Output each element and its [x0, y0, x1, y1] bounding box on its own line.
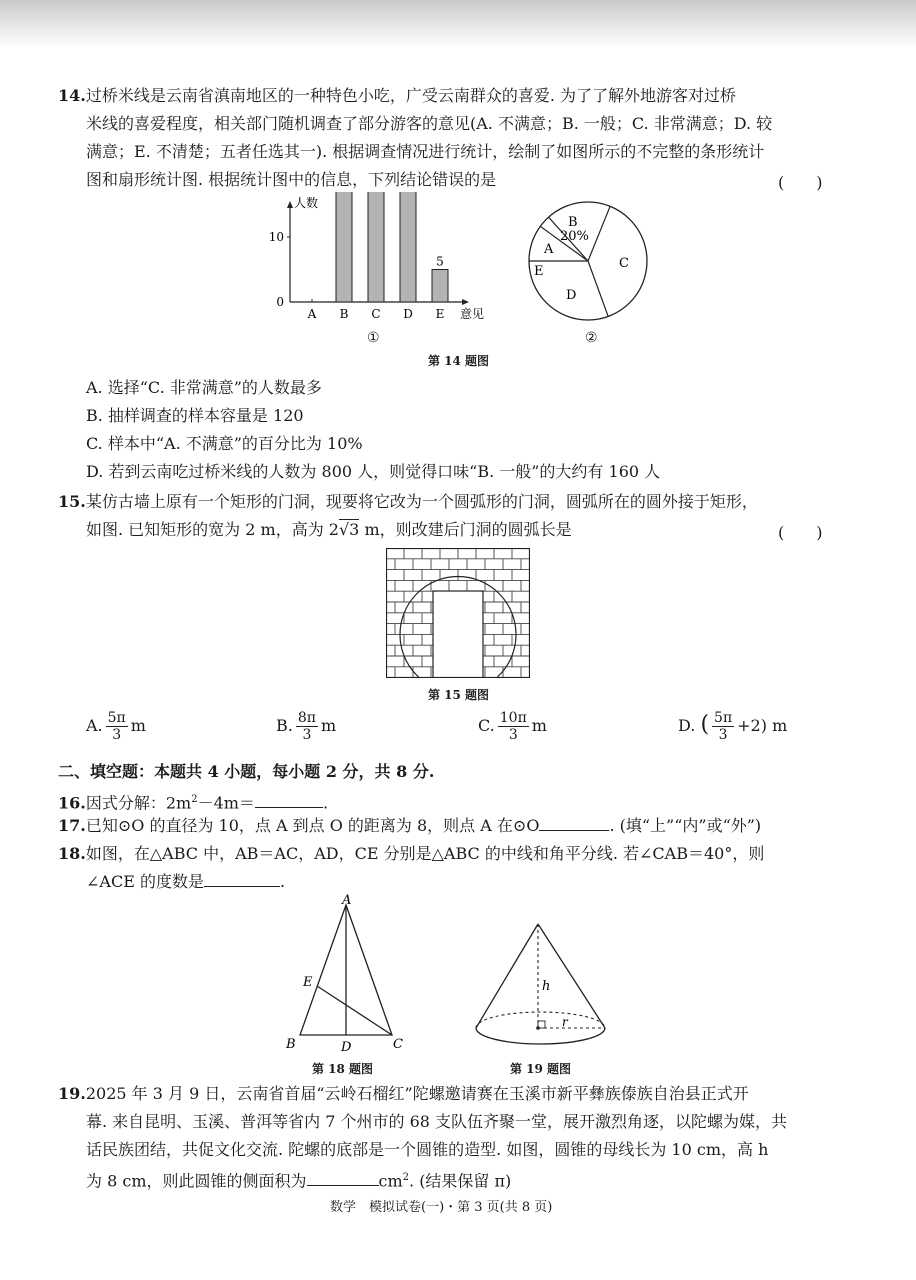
q14-figure-caption: 第 14 题图 [428, 354, 490, 368]
q16-text-a: 因式分解：2m [85, 793, 192, 813]
pie-slice-label-E: E [534, 264, 544, 279]
q15-option-a [86, 710, 146, 743]
q18-line-1 [58, 844, 764, 864]
bar-x-label: 意见 [460, 307, 485, 321]
opt-d-prefix: D. [678, 716, 696, 735]
opt-c-prefix: C. [478, 716, 495, 735]
q14-fig2-label: ② [585, 330, 598, 346]
q14-fig1-label: ① [367, 330, 380, 346]
q18-answer-blank[interactable] [204, 872, 280, 887]
bar-y-tick-label: 0 [276, 295, 284, 309]
q19-line-1 [58, 1084, 749, 1104]
pie-slice-label-C: C [619, 256, 629, 271]
q14-text-1: 过桥米线是云南省滇南地区的一种特色小吃，广受云南群众的喜爱. 为了了解外地游客对过桥 [85, 86, 737, 105]
q15-sqrt-value: 3 [349, 520, 360, 539]
q19-text-1: 2025 年 3 月 9 日，云南省首届“云岭石榴红”陀螺邀请赛在玉溪市新平彝族傣族自治县正式开 [85, 1084, 749, 1103]
q18-text-2a: ∠ACE 的度数是 [86, 872, 204, 891]
q19-figure-caption: 第 19 题图 [510, 1062, 572, 1076]
bar-D [400, 192, 416, 302]
bar-E [432, 270, 448, 303]
q15-option-c [478, 710, 547, 743]
q14-line-3: 满意；E. 不清楚；五者任选其一). 根据调查情况进行统计，绘制了如图所示的不完整的条形统计 [86, 142, 765, 161]
q19-line-2: 幕. 来自昆明、玉溪、普洱等省内 7 个州市的 68 支队伍齐聚一堂，展开激烈角逐，以陀螺为媒，共 [86, 1112, 788, 1131]
section-2-heading: 二、填空题：本题共 4 小题，每小题 2 分，共 8 分. [58, 762, 435, 781]
q19-line-4 [86, 1168, 511, 1191]
pie-slice-percent-B: 20% [560, 229, 589, 244]
triangle-label-e: E [303, 975, 313, 990]
q19-line-3: 话民族团结，共促文化交流. 陀螺的底部是一个圆锥的造型. 如图，圆锥的母线长为 10 cm，高 h [86, 1140, 769, 1159]
bar-y-arrow [287, 201, 293, 208]
q19-text-4c: . (结果保留 π) [409, 1171, 512, 1191]
q19-number: 19. [58, 1084, 86, 1103]
triangle-label-d: D [341, 1040, 352, 1055]
q17-text-b: . (填“上”“内”或“外”) [609, 816, 762, 835]
q14-number: 14. [58, 86, 86, 105]
opt-b-prefix: B. [276, 716, 293, 735]
q15-text-2a: 如图. 已知矩形的宽为 2 m，高为 2 [86, 520, 339, 539]
q14-bar-chart [250, 192, 500, 327]
bar-category-label: B [339, 307, 349, 321]
q15-number: 15. [58, 492, 86, 511]
bar-x-arrow [462, 299, 469, 305]
q15-line-2: 如图. 已知矩形的宽为 2 m，高为 2√3 m，则改建后门洞的圆弧长是 [86, 520, 572, 539]
pie-slice-label-B: B [568, 215, 578, 230]
bar-B [336, 192, 352, 302]
q18-number: 18. [58, 844, 86, 863]
opt-c-den: 3 [508, 727, 518, 743]
opt-b-unit: m [320, 716, 337, 735]
q14-option-a: A. 选择“C. 非常满意”的人数最多 [86, 378, 322, 397]
q16-line [58, 790, 328, 813]
bar-data-label: 5 [436, 254, 444, 269]
q18-triangle-figure [280, 893, 410, 1058]
opt-a-unit: m [130, 716, 146, 735]
q19-text-4b: cm [378, 1171, 403, 1191]
q16-text-b: －4m＝ [197, 793, 255, 813]
bar-y-tick-label: 10 [268, 230, 284, 244]
q15-wall-figure [386, 548, 530, 678]
bar-category-label: D [403, 307, 413, 321]
q15-option-d [678, 710, 787, 743]
q14-line-1 [58, 86, 736, 106]
q14-line-4: 图和扇形统计图. 根据统计图中的信息，下列结论错误的是 [86, 170, 497, 189]
q14-line-2: 米线的喜爱程度，相关部门随机调查了部分游客的意见(A. 不满意；B. 一般；C. 非常满意；D. 较 [86, 114, 773, 133]
q16-answer-blank[interactable] [255, 793, 323, 808]
q16-text-c: . [322, 793, 329, 813]
q15-line-1 [58, 492, 758, 512]
q17-line [58, 816, 761, 836]
q19-text-4a: 为 8 cm，则此圆锥的侧面积为 [86, 1171, 307, 1191]
opt-d-den: 3 [718, 727, 728, 743]
triangle-label-b: B [286, 1037, 296, 1052]
opt-b-num: 8π [297, 710, 316, 726]
cone-label-h: h [542, 979, 551, 994]
opt-a-den: 3 [112, 727, 122, 743]
q14-option-d: D. 若到云南吃过桥米线的人数为 800 人，则觉得口味“B. 一般”的大约有 160 人 [86, 462, 661, 481]
q15-figure-caption: 第 15 题图 [428, 688, 490, 702]
bar-category-label: C [371, 307, 381, 321]
q17-number: 17. [58, 816, 86, 835]
page-footer: 数学 模拟试卷(一)・第 3 页(共 8 页) [330, 1200, 553, 1215]
q15-text-1: 某仿古墙上原有一个矩形的门洞，现要将它改为一个圆弧形的门洞，圆弧所在的圆外接于矩形， [85, 492, 758, 511]
opt-d-tail: +2) [737, 716, 767, 735]
bar-C [368, 192, 384, 302]
q15-answer-paren: ( ) [778, 523, 823, 542]
q14-option-c: C. 样本中“A. 不满意”的百分比为 10% [86, 434, 363, 453]
q16-sup: 2 [191, 794, 198, 805]
q19-answer-blank[interactable] [307, 1171, 379, 1186]
q17-text-a: 已知⊙O 的直径为 10，点 A 到点 O 的距离为 8，则点 A 在⊙O [85, 816, 540, 835]
q19-cone-figure [470, 918, 620, 1048]
q14-answer-paren: ( ) [778, 173, 823, 192]
bar-category-label: A [307, 307, 317, 321]
q14-pie-chart [522, 195, 662, 325]
opt-a-prefix: A. [86, 716, 103, 735]
opt-a-num: 5π [107, 710, 126, 726]
pie-slice-label-D: D [566, 288, 577, 303]
bar-y-label: 人数 [294, 196, 319, 210]
q19-sup: 2 [402, 1172, 410, 1183]
opt-b-den: 3 [302, 727, 312, 743]
opt-d-unit: m [772, 716, 788, 735]
opt-d-num: 5π [714, 710, 733, 726]
opt-d-open: ( [700, 712, 710, 737]
q18-text-1: 如图，在△ABC 中，AB＝AC，AD，CE 分别是△ABC 的中线和角平分线. 若∠CAB＝40°，则 [85, 844, 765, 863]
q16-number: 16. [58, 793, 86, 813]
q18-text-2b: . [279, 872, 286, 891]
q18-figure-caption: 第 18 题图 [312, 1062, 374, 1076]
q14-option-b: B. 抽样调查的样本容量是 120 [86, 406, 304, 425]
q15-option-b [276, 710, 336, 743]
q15-text-2b: m，则改建后门洞的圆弧长是 [359, 520, 572, 539]
triangle-label-a: A [342, 893, 352, 908]
page-top-shadow [0, 0, 916, 48]
opt-c-num: 10π [499, 710, 527, 726]
bar-category-label: E [435, 307, 445, 321]
pie-slice-label-A: A [544, 242, 554, 257]
cone-label-r: r [562, 1015, 568, 1029]
q18-line-2 [86, 872, 285, 892]
opt-c-unit: m [531, 716, 547, 735]
triangle-label-c: C [393, 1037, 403, 1052]
q17-answer-blank[interactable] [539, 816, 609, 831]
